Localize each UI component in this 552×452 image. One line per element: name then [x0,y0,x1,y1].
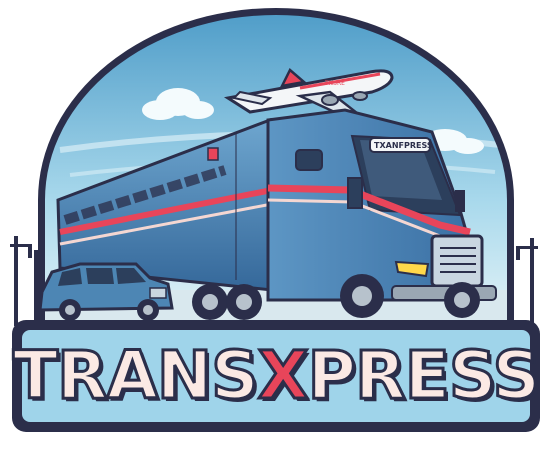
truck-door-label: TXANFPRESS [374,141,433,150]
plane-label: TNSRE [325,80,345,87]
brand-wordmark [13,320,539,430]
street-lamp-left [10,236,38,326]
wordmark-accent: X [257,336,308,414]
grille [432,236,482,286]
wordmark-part2: PRESS [307,336,539,414]
wordmark-part1: TRANS [13,336,258,414]
